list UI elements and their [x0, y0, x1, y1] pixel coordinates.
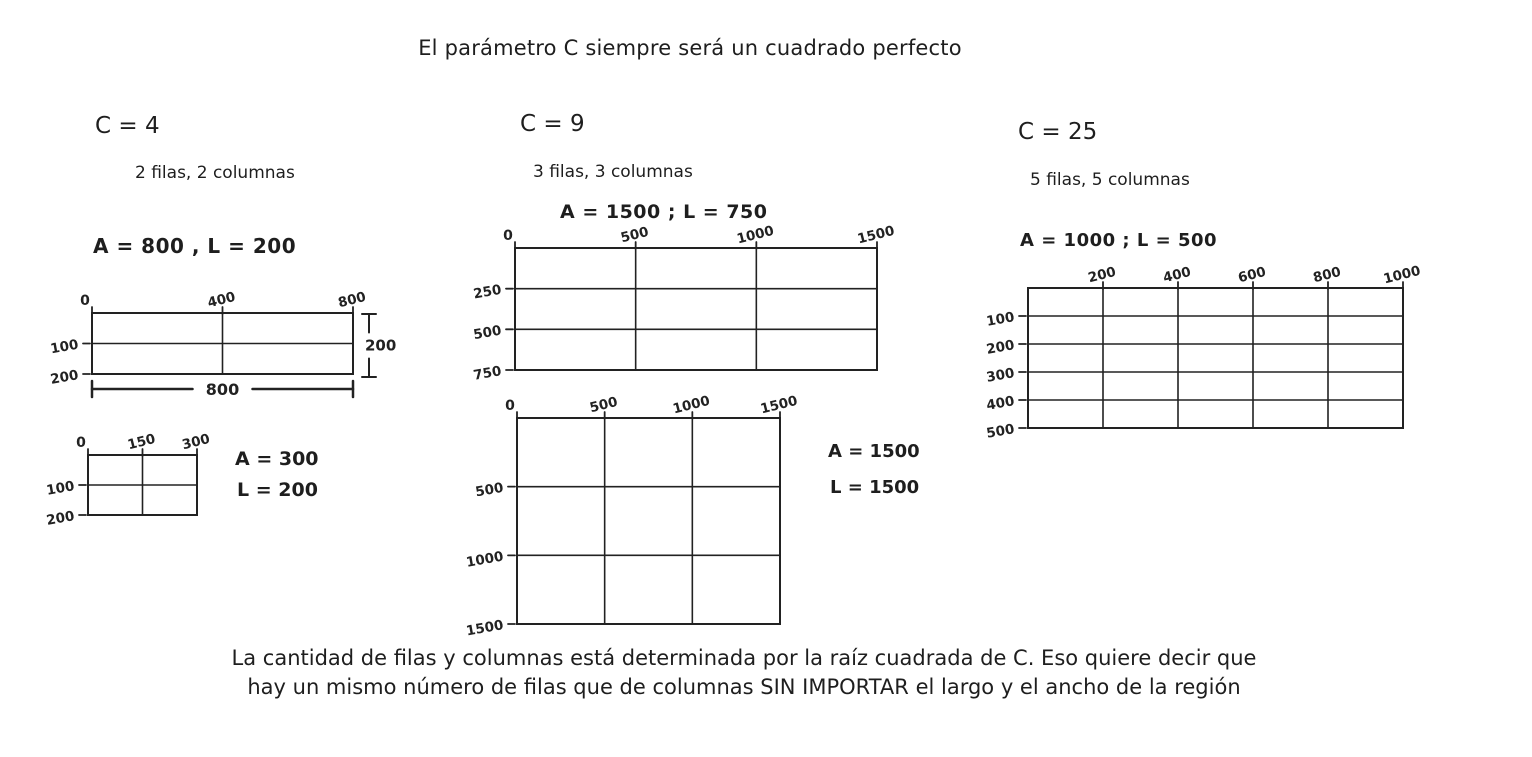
tick-label: 300 — [180, 430, 212, 454]
tick-label: 150 — [125, 430, 158, 454]
tick-label: 400 — [1161, 263, 1193, 287]
tick-label: 0 — [80, 293, 90, 309]
tick-label: 500 — [619, 223, 651, 247]
tick-label: 100 — [45, 478, 76, 499]
c9-top-grid — [472, 223, 896, 384]
annotation-c9-length: L = 1500 — [830, 477, 920, 498]
tick-label: 400 — [985, 393, 1016, 414]
annotation-c4-area: A = 300 — [235, 448, 319, 470]
tick-label: 0 — [503, 228, 513, 244]
annotation-c9-area: A = 1500 — [828, 441, 920, 462]
tick-label: 500 — [985, 421, 1016, 442]
c4-main-grid — [49, 289, 396, 399]
c4-small-grid — [45, 431, 211, 529]
tick-label: 500 — [588, 393, 620, 417]
tick-label: 600 — [1236, 263, 1268, 287]
section-c4-rowscols: 2 filas, 2 columnas — [135, 163, 295, 183]
tick-label: 1000 — [671, 392, 712, 418]
tick-label: 0 — [505, 398, 515, 414]
tick-label: 400 — [205, 288, 238, 312]
tick-label: 1000 — [464, 548, 505, 571]
tick-label: 1000 — [1381, 262, 1423, 288]
tick-label: 0 — [76, 435, 86, 451]
c9-bottom-grid — [465, 393, 799, 640]
tick-label: 200 — [985, 337, 1016, 358]
tick-label: 200 — [45, 508, 76, 529]
c25-grid — [985, 263, 1422, 442]
tick-label: 1500 — [855, 222, 897, 248]
section-c25-rowscols: 5 filas, 5 columnas — [1030, 170, 1190, 190]
page-title: El parámetro C siempre será un cuadrado perfecto — [418, 36, 962, 60]
dim-label: 200 — [365, 336, 397, 355]
section-c9-label: C = 9 — [520, 111, 585, 137]
tick-label: 250 — [472, 281, 503, 303]
footer-line-1: La cantidad de filas y columnas está determinada por la raíz cuadrada de C. Eso quiere decir que — [231, 646, 1257, 670]
footer-note — [164, 644, 1324, 702]
section-c9-rowscols: 3 filas, 3 columnas — [533, 162, 693, 182]
tick-label: 500 — [472, 322, 503, 344]
tick-label: 1500 — [758, 392, 800, 418]
annotation-c4-length: L = 200 — [237, 479, 318, 501]
dim-label: 800 — [205, 380, 240, 399]
section-c9-params: A = 1500 ; L = 750 — [560, 201, 768, 223]
tick-label: 800 — [336, 288, 368, 312]
tick-label: 300 — [985, 365, 1016, 386]
tick-label: 100 — [985, 309, 1016, 330]
section-c25-label: C = 25 — [1018, 119, 1098, 145]
tick-label: 750 — [472, 363, 503, 384]
tick-label: 100 — [49, 336, 80, 358]
section-c25-params: A = 1000 ; L = 500 — [1020, 230, 1218, 251]
tick-label: 1000 — [735, 222, 776, 248]
footer-line-2: hay un mismo número de filas que de columnas SIN IMPORTAR el largo y el ancho de la región — [247, 675, 1241, 699]
tick-label: 200 — [49, 367, 80, 388]
section-c4-params: A = 800 , L = 200 — [93, 234, 297, 258]
tick-label: 500 — [474, 479, 505, 501]
tick-label: 200 — [1086, 263, 1118, 287]
tick-label: 1500 — [464, 617, 505, 640]
tick-label: 800 — [1311, 263, 1343, 287]
section-c4-label: C = 4 — [95, 113, 160, 139]
